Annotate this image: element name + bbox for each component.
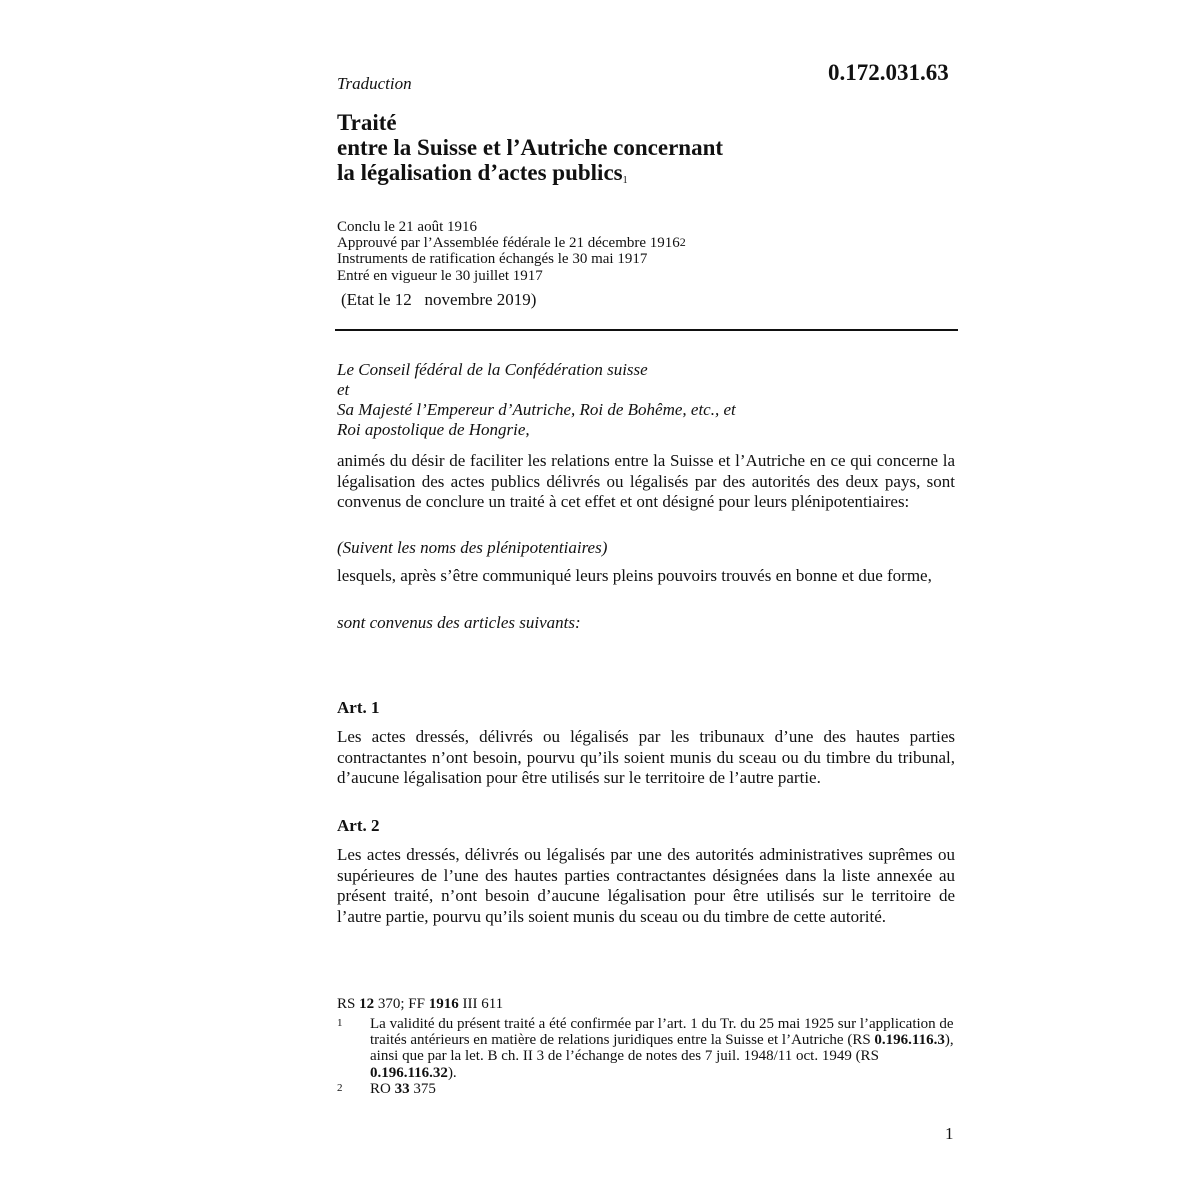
translation-label: Traduction [337, 74, 412, 93]
article-1-heading: Art. 1 [337, 698, 380, 717]
footnote-1-part3: ). [447, 1064, 457, 1081]
preamble-desir: animés du désir de faciliter les relations entre la Suisse et l’Autriche en ce qui concerne la légalisation des actes publics délivrés ou légalisés par des autorités des deux pays, sont convenus de conclure un traité à cet effet et ont désigné pour leurs plénipotentiaires: [337, 451, 955, 511]
article-1-text: Les actes dressés, délivrés ou légalisés par les tribunaux d’une des hautes parties contractantes n’ont besoin, pourvu qu’ils soient munis du sceau ou du timbre du tribunal, d’aucune légalisation pour être utilisés sur le territoire de l’autre partie. [337, 727, 955, 787]
date-conclu: Conclu le 21 août 1916 [337, 219, 477, 235]
date-approuve [337, 235, 957, 251]
title-line-2: entre la Suisse et l’Autriche concernant [337, 135, 724, 160]
footnote-1-number: 1 [337, 1017, 343, 1029]
page-number: 1 [945, 1124, 954, 1143]
header-divider [335, 329, 958, 331]
title-line-3 [337, 160, 937, 185]
source-ff-after: III 611 [458, 996, 504, 1012]
source-rs-after: 370; FF [374, 996, 429, 1012]
footnote-2-text [370, 1081, 960, 1097]
footnote-2-number: 2 [337, 1082, 343, 1094]
dates-block [337, 219, 957, 284]
footnote-2-volume: 33 [394, 1081, 410, 1097]
date-approuve-text: Approuvé par l’Assemblée fédérale le 21 décembre 1916 [337, 235, 680, 252]
party-line-3: Sa Majesté l’Empereur d’Autriche, Roi de Bohême, etc., et [337, 400, 736, 419]
footnote-ref-2[interactable]: 2 [679, 235, 686, 250]
source-ff-year: 1916 [428, 996, 459, 1012]
footnote-1-part1: La validité du présent traité a été confirmée par l’art. 1 du Tr. du 25 mai 1925 sur l’application de traités antérieurs en matière de relations juridiques entre la Suisse et l’Autriche (RS [370, 1016, 954, 1049]
title-line-1: Traité [337, 110, 397, 135]
footnote-ref-1[interactable]: 1 [622, 175, 628, 186]
party-line-1: Le Conseil fédéral de la Confédération suisse [337, 360, 648, 379]
party-line-4: Roi apostolique de Hongrie, [337, 420, 530, 439]
footnote-1-part2: ), ainsi que par la let. B ch. II 3 de l’échange de notes des 7 juil. 1948/11 oct. 1949 (RS [370, 1032, 954, 1065]
preamble-suivent: (Suivent les noms des plénipotentiaires) [337, 538, 608, 557]
date-entree-en-vigueur: Entré en vigueur le 30 juillet 1917 [337, 267, 543, 284]
preamble-sont-convenus: sont convenus des articles suivants: [337, 613, 581, 632]
footnote-source [337, 996, 503, 1013]
source-rs-prefix: RS [337, 996, 360, 1012]
title-line-3-text: la légalisation d’actes publics [337, 160, 623, 185]
source-rs-volume: 12 [359, 996, 375, 1012]
footnote-1-ref1[interactable]: 0.196.116.3 [874, 1032, 945, 1049]
date-instruments: Instruments de ratification échangés le 30 mai 1917 [337, 251, 648, 268]
preamble-lesquels: lesquels, après s’être communiqué leurs pleins pouvoirs trouvés en bonne et due forme, [337, 566, 932, 585]
footnote-2-after: 375 [409, 1081, 436, 1097]
etat-date: (Etat le 12 novembre 2019) [341, 290, 537, 309]
document-title [337, 110, 937, 185]
footnote-2-prefix: RO [370, 1081, 395, 1097]
parties-block [337, 360, 957, 440]
article-2-text: Les actes dressés, délivrés ou légalisés par une des autorités administratives suprêmes ou supérieures de l’une des hautes parties contractantes désignées dans la liste annexée au présent traité, n’ont besoin d’aucune légalisation pour être utilisés sur le territoire de l’autre partie, pourvu qu’ils soient munis du sceau ou du timbre de cette autorité. [337, 845, 955, 926]
article-2-heading: Art. 2 [337, 816, 380, 835]
sr-number: 0.172.031.63 [828, 60, 949, 85]
party-line-2: et [337, 380, 350, 399]
footnote-1-ref2[interactable]: 0.196.116.32 [370, 1064, 448, 1081]
footnote-1-text [370, 1016, 960, 1081]
